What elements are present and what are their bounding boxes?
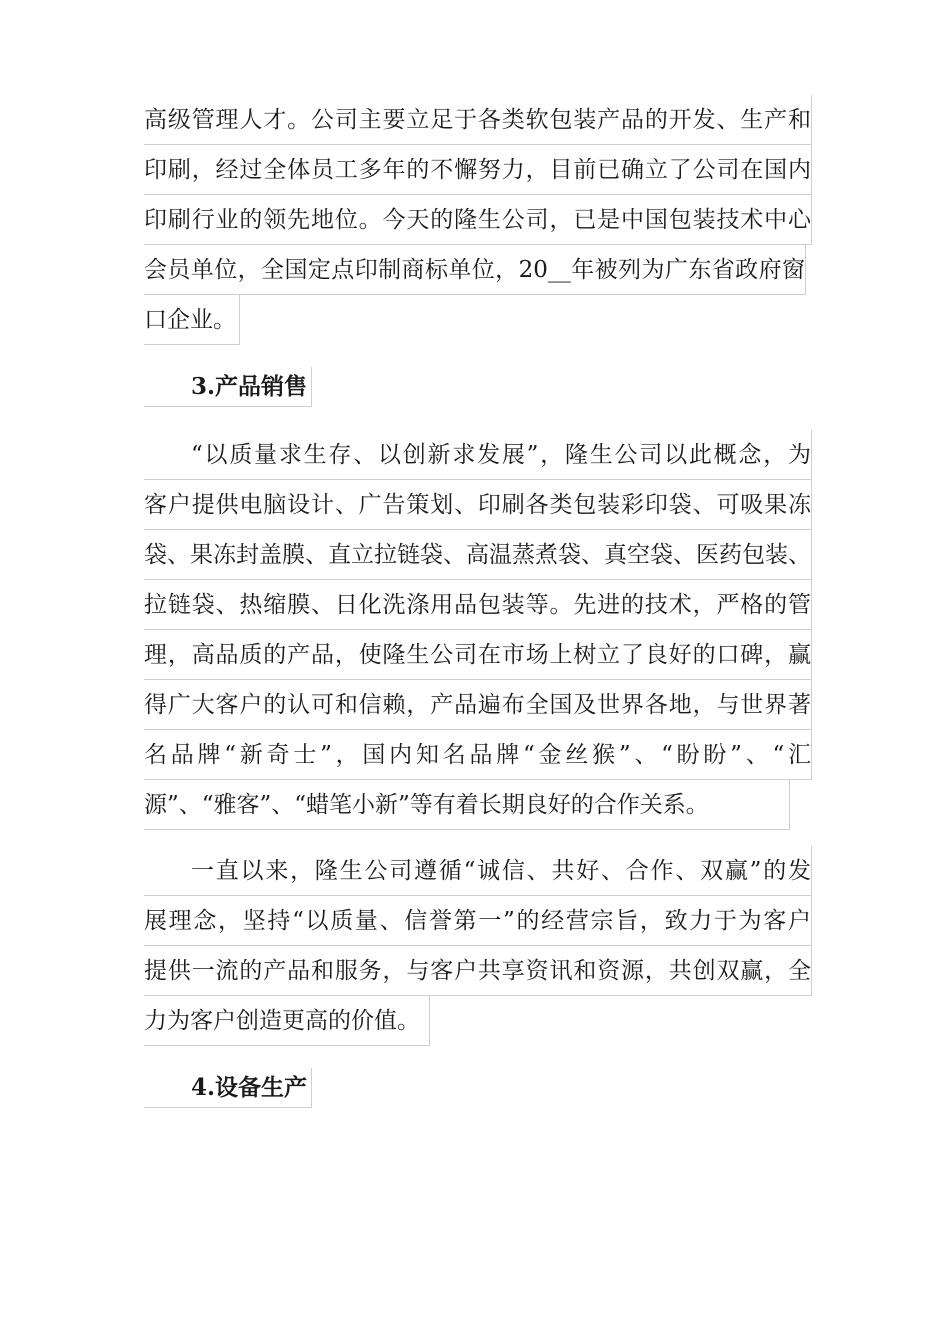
paragraph-line: “以质量求生存、以创新求发展”，隆生公司以此概念，为 [144, 430, 812, 480]
section-heading: 3.产品销售 [144, 367, 312, 407]
paragraph-line: 口企业。 [144, 295, 240, 345]
paragraph-line: 力为客户创造更高的价值。 [144, 996, 430, 1046]
paragraph-line: 提供一流的产品和服务，与客户共享资讯和资源，共创双赢，全 [144, 946, 812, 996]
paragraph-line: 高级管理人才。公司主要立足于各类软包装产品的开发、生产和 [144, 95, 812, 145]
paragraph-line: 客户提供电脑设计、广告策划、印刷各类包装彩印袋、可吸果冻 [144, 480, 812, 530]
paragraph-line: 名品牌“新奇士”，国内知名品牌“金丝猴”、“盼盼”、“汇 [144, 730, 812, 780]
paragraph-line: 拉链袋、热缩膜、日化洗涤用品包装等。先进的技术，严格的管 [144, 580, 812, 630]
paragraph-line: 印刷，经过全体员工多年的不懈努力，目前已确立了公司在国内 [144, 145, 812, 195]
paragraph-line: 理，高品质的产品，使隆生公司在市场上树立了良好的口碑，赢 [144, 630, 812, 680]
section-heading: 4.设备生产 [144, 1068, 312, 1108]
paragraph-line: 印刷行业的领先地位。今天的隆生公司，已是中国包装技术中心 [144, 195, 812, 245]
paragraph-line: 源”、“雅客”、“蜡笔小新”等有着长期良好的合作关系。 [144, 780, 790, 830]
paragraph-line: 会员单位，全国定点印制商标单位，20__年被列为广东省政府窗 [144, 245, 806, 295]
paragraph-line: 展理念，坚持“以质量、信誉第一”的经营宗旨，致力于为客户 [144, 896, 812, 946]
paragraph-line: 一直以来，隆生公司遵循“诚信、共好、合作、双赢”的发 [144, 846, 812, 896]
paragraph-line: 袋、果冻封盖膜、直立拉链袋、高温蒸煮袋、真空袋、医药包装、 [144, 530, 812, 580]
paragraph-line: 得广大客户的认可和信赖，产品遍布全国及世界各地，与世界著 [144, 680, 812, 730]
